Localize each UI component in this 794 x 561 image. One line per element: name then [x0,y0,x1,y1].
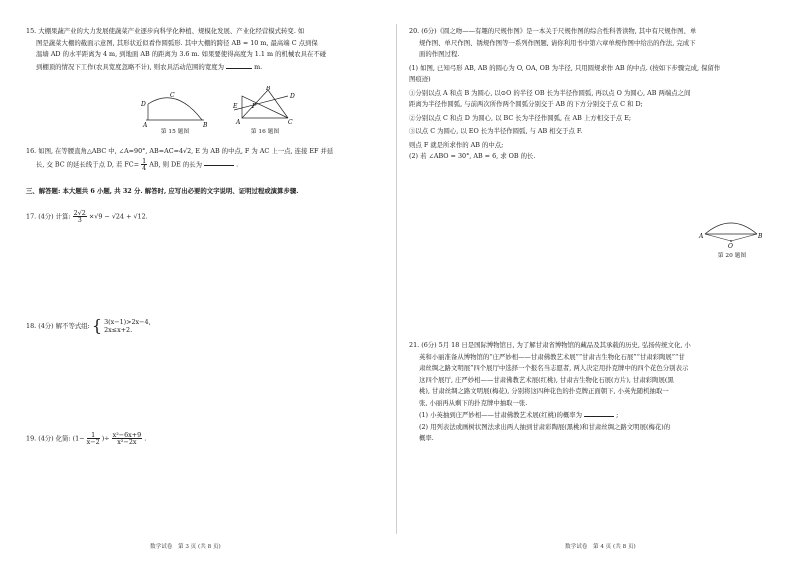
q17-line [26,210,380,223]
q20-part-1-b: 图痕迹) [409,75,431,83]
q16-frac-num: 1 [142,156,147,165]
right-page [397,0,794,561]
figure-15-caption: 第 15 题图 [160,129,190,135]
right-page-footer: 数学试卷 第 4 页 (共 8 页) [565,544,636,550]
q16-line-2 [26,158,380,171]
q21-line-4: 这四个展厅, 庄严妙相——甘肃佛教艺术展(红桃), 甘肃古生物化石展(方片), 甘肃彩陶展(黑 [419,375,674,384]
q20-step-1-a: ①分别以点 A 和点 B 为圆心, 以⊙O 的半径 OB 长为半径作圆弧, 再以点 O 为圆心, AB 两端点之间 [409,88,691,97]
q21-answer-blank[interactable] [584,409,614,417]
q16-line-2-end: . [236,160,239,168]
left-page-footer: 数学试卷 第 3 页 (共 8 页) [150,544,221,550]
q15-answer-blank[interactable] [226,61,252,69]
q19-frac2-num: x²−6x+9 [112,431,142,439]
question-15 [26,26,380,73]
question-19 [26,432,380,445]
fig16-label-b: B [266,86,271,92]
q15-line-1: 15. 大棚果蔬产业的大力发展使蔬菜产业逐步向科学化种植、规模化发展、产业化经营模式转变. 如 [26,27,305,35]
q17-prefix: 17. (4分) 计算: [26,212,71,221]
fig16-label-e: E [233,103,238,110]
q16-line-1: 16. 如图, 在等腰直角△ABC 中, ∠A=90°, AB=AC=4√2, E 为 AB 的中点, F 为 AC 上一点, 连接 EF 并延 [26,147,334,155]
q18-line [26,318,380,334]
fig16-label-f: F [252,103,257,110]
figure-16 [230,86,302,126]
question-17 [26,210,380,223]
q21-part-1-end: ; [616,411,619,419]
q16-line-2-text-b: AB, 则 DE 的长为 [149,160,203,168]
q18-system [104,318,151,334]
q19-line [26,432,380,445]
q19-frac1-den: x−2 [86,438,100,446]
q17-fraction [73,210,87,223]
fig20-label-o: O [728,243,733,250]
q20-line-1: 20. (6分)《圆之吻——有趣的尺规作图》是一本关于尺规作图的综合性科普读物, 其中有尺规作图、单 [409,27,697,35]
section-3-heading: 三、解答题: 本大题共 6 小题, 共 32 分. 解答时, 应写出必要的文字说明、证明过程或演算步骤. [26,187,299,195]
q19-prefix: 19. (4分) 化简: (1− [26,434,85,443]
q21-line-5: 桃), 甘肃丝绸之路文明展(梅花), 分别将这四种花色的扑克牌正面朝下, 小英先随机抽取一 [419,387,669,395]
q15-unit: m. [254,62,263,71]
q16-fraction [141,158,147,171]
q17-frac-den: 3 [77,216,82,224]
question-18 [26,318,380,334]
q20-line-3: 面的作图过程. [419,50,460,58]
q21-line-3: 肃丝绸之路文明展”四个展厅中选择一个报名当志愿者, 两人决定用扑克牌中的四个花色分别表示 [419,364,689,372]
question-20 [409,26,779,163]
fig15-label-b: B [203,122,208,128]
figure-20-caption: 第 20 题图 [717,253,747,259]
q19-mid: )÷ [101,434,110,443]
q18-eq-1: 3(x−1)>2x−4, [104,318,151,326]
question-21 [409,340,779,445]
figure-16-caption: 第 16 题图 [250,129,280,135]
q20-step-2: ②分别以点 C 和点 D 为圆心, 以 BC 长为半径作圆弧, 在 AB 上方相交于点 E; [409,113,632,122]
fig16-label-c: C [288,119,293,126]
q20-conclusion: 则点 F 就是所求作的 AB 的中点; [409,140,504,149]
fig20-label-b: B [758,233,763,240]
q18-prefix: 18. (4分) 解不等式组: [26,322,90,330]
q21-part-1-text: (1) 小英抽到庄严妙相——甘肃佛教艺术展(红桃)的概率为 [419,411,583,419]
question-16 [26,146,380,171]
q19-frac2-den: x²−2x [117,438,137,446]
q17-frac-num: 2√2 [73,209,86,217]
q21-part-2-a: (2) 用列表法或画树状图法求出两人抽到甘肃彩陶展(黑桃)和甘肃丝绸之路文明展(梅花)的 [419,422,671,431]
fig15-label-a: A [143,122,148,128]
q17-rest: ×√9 − √24 + √12. [88,212,148,221]
fig16-label-d: D [290,93,295,100]
q21-line-2: 英和小丽准备从博物馆的“庄严妙相——甘肃佛教艺术展”“甘肃古生物化石展”“甘肃彩陶展”“甘 [419,352,685,361]
q19-frac1-num: 1 [87,432,100,439]
q15-line-2: 图是蔬菜大棚的截面示意图, 其形状近似看作圆弧形. 其中大棚的跨径 AB = 10 m, 最高端 C 点到保 [36,38,318,47]
brace-icon: { [91,316,103,335]
q15-line-4 [26,61,380,74]
q19-fraction-2 [112,432,143,445]
q16-frac-den: 4 [142,163,147,172]
figure-20 [697,210,767,250]
fig15-label-c: C [170,92,175,99]
q16-answer-blank[interactable] [204,158,234,166]
q16-line-2-text-a: 长, 交 BC 的延长线于点 D, 若 FC= [36,160,140,168]
fig15-label-d: D [141,101,146,108]
q20-step-3: ③以点 C 为圆心, 以 EO 长为半径作圆弧, 与 AB 相交于点 F. [409,127,583,135]
q19-fraction-1 [87,432,100,445]
q21-part-1 [409,409,779,422]
fig20-label-a: A [699,233,704,240]
q21-line-1: 21. (6分) 5月 18 日是国际博物馆日, 为了解甘肃省博物馆的藏品及其承载的历史, 弘扬传统文化, 小 [409,341,691,349]
q15-line-4-text: 到棚顶的情况下工作(农具宽度忽略不计), 则农具活动范围的宽度为 [36,62,224,71]
q20-part-2: (2) 若 ∠ABO = 30°, AB = 6, 求 OB 的长. [409,152,536,160]
q15-line-3: 温墙 AD 的水平距离为 4 m, 到地面 AB 的距离为 3.6 m. 如果要使得高度为 1.1 m 的机械农具在不碰 [36,50,327,58]
q20-line-2: 规作图、单尺作图、锈规作图等一系列作图题, 请你利用书中第六章单规作图中给出的作法, 完成下 [419,38,696,47]
q19-end: . [144,434,147,443]
figure-15 [140,90,212,128]
q21-part-2-b: 概率. [419,434,434,442]
q20-part-1-a: (1) 如图, 已知弓形 AB, AB 的圆心为 O, OA, OB 为半径, 只用圆规求作 AB 的中点. (按如下步骤完成, 保留作 [409,63,721,72]
q21-line-6: 张, 小丽再从剩下的扑克牌中抽取一张. [419,398,528,407]
q18-eq-2: 2x≤x+2. [104,326,133,334]
fig16-label-a: A [236,119,241,126]
q20-step-1-b: 距离为半径作圆弧, 与前两次所作两个圆弧分别交于 AB 的下方分别交于点 C 和 D; [409,100,643,108]
